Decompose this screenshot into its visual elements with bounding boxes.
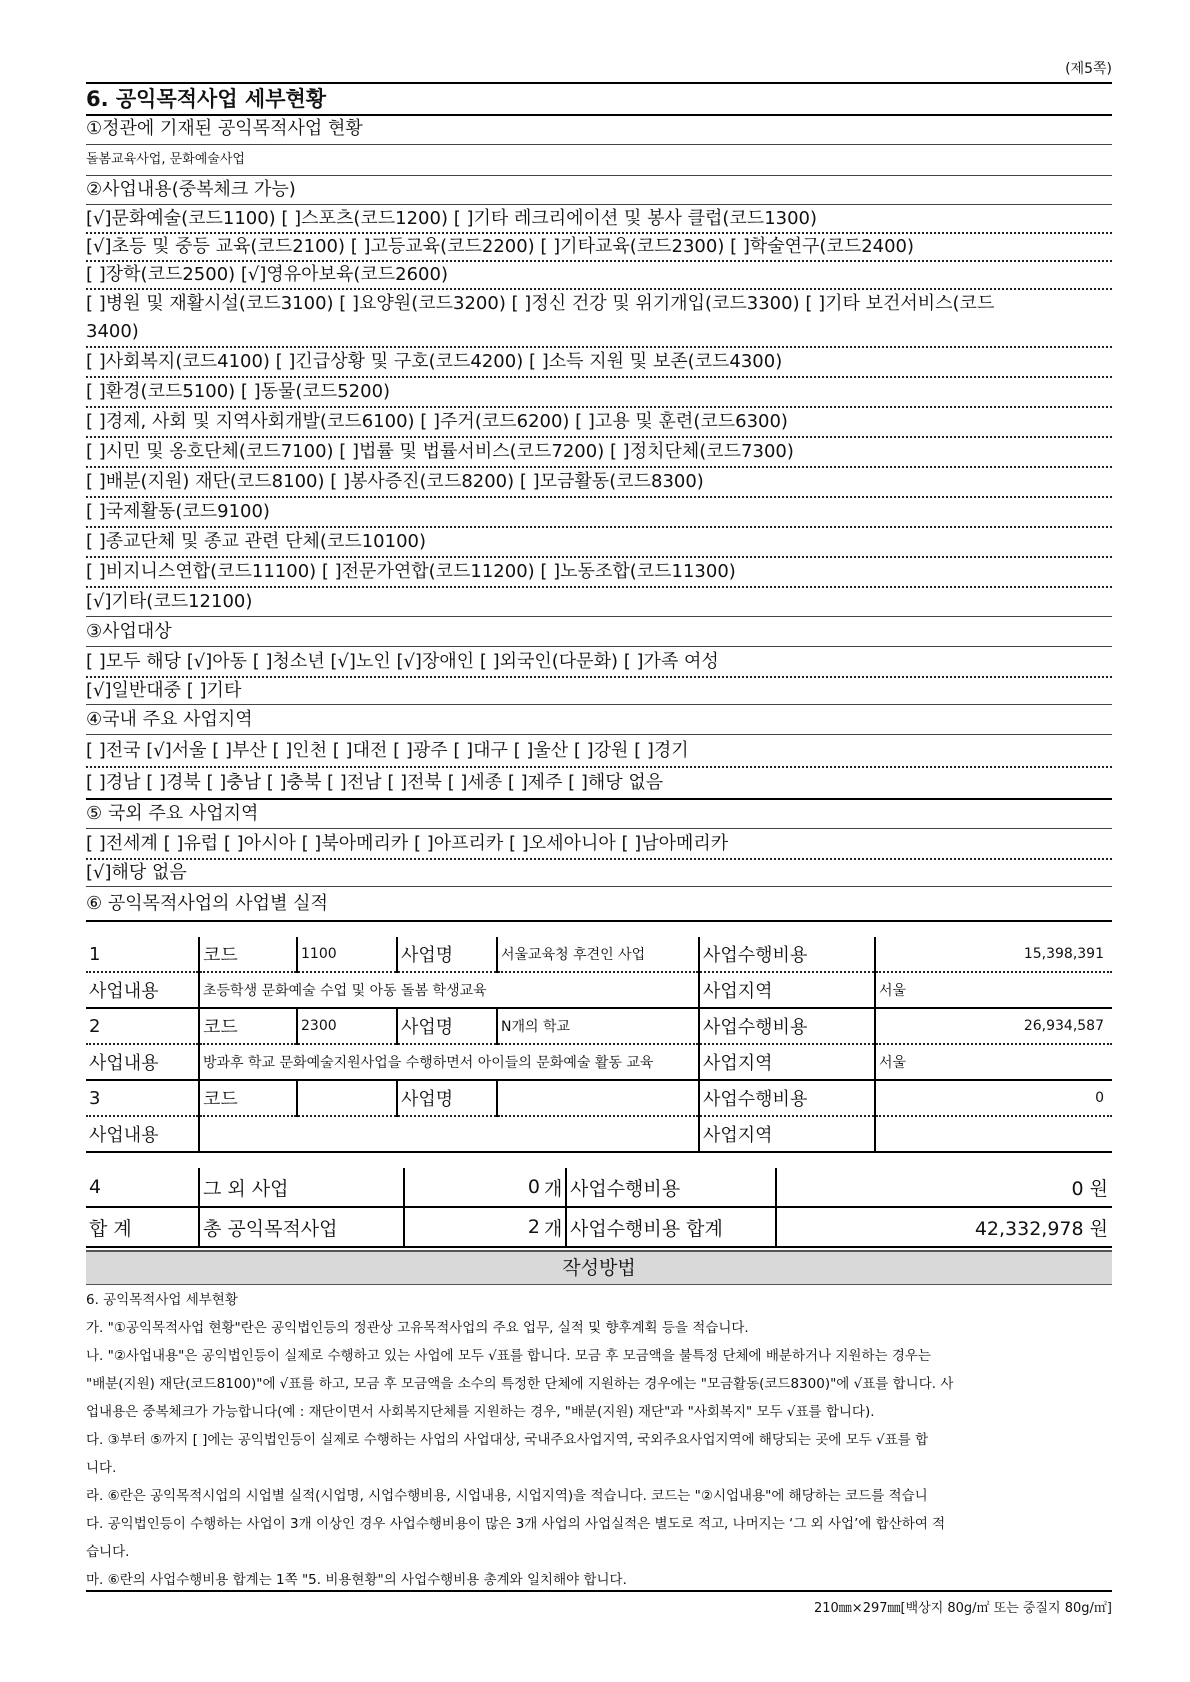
table-row	[86, 1168, 1112, 1207]
others-unit: 개	[544, 1168, 566, 1207]
cost-label: 사업수행비용	[699, 1080, 875, 1116]
sec2-heading: ②사업내용(중복체크 가능)	[86, 176, 1112, 205]
guide-line: 라. ⑥란은 공익목적시업의 시업별 실적(시업명, 시업수행비용, 시업내용, 시업지역)을 적습니다. 코드는 "②시업내용"에 해당하는 코드를 적습니	[86, 1488, 928, 1504]
sec2-line: [ ]사회복지(코드4100) [ ]긴급상황 및 구호(코드4200) [ ]소득 지원 및 보존(코드4300)	[86, 348, 1112, 378]
guide-line: 가. "①공익목적사업 현황"란은 공익법인등의 정관상 고유목적사업의 주요 업무, 실적 및 향후계획 등을 적습니다.	[86, 1320, 749, 1336]
project-name: 서울교육청 후견인 사업	[497, 937, 699, 972]
table-row	[86, 1008, 1112, 1044]
content-label: 사업내용	[86, 1044, 199, 1080]
name-label: 사업명	[397, 1008, 497, 1044]
total-no: 합 계	[86, 1207, 199, 1247]
sec2-line: [ ]국제활동(코드9100)	[86, 498, 1112, 528]
guide-line: 마. ⑥란의 사업수행비용 합계는 1쪽 "5. 비용현황"의 사업수행비용 총계와 일치해야 합니다.	[86, 1572, 627, 1588]
project-content: 방과후 학교 문화예술지원사업을 수행하면서 아이들의 문화예술 활동 교육	[199, 1044, 699, 1080]
sec2-line: [ ]종교단체 및 종교 관련 단체(코드10100)	[86, 528, 1112, 558]
total-count: 2	[404, 1207, 544, 1247]
project-region: 서울	[875, 1044, 1112, 1080]
region-label: 사업지역	[699, 1116, 875, 1152]
cost-label: 사업수행비용	[699, 937, 875, 972]
total-unit: 개	[544, 1207, 566, 1247]
project-no: 1	[86, 937, 199, 972]
others-count: 0	[404, 1168, 544, 1207]
sec3-heading: ③사업대상	[86, 618, 1112, 647]
project-no: 3	[86, 1080, 199, 1116]
content-label: 사업내용	[86, 1116, 199, 1152]
guide-line: "배분(지원) 재단(코드8100)"에 √표를 하고, 모금 후 모금액을 소수의 특정한 단체에 지원하는 경우에는 "모금활동(코드8300)"에 √표를 합니다. 사	[86, 1376, 954, 1392]
sec6-heading: ⑥ 공익목적사업의 사업별 실적	[86, 888, 1112, 922]
sec2-line: [ ]병원 및 재활시설(코드3100) [ ]요양원(코드3200) [ ]정신 건강 및 위기개입(코드3300) [ ]기타 보건서비스(코드	[86, 293, 995, 314]
guide-line: 6. 공익목적사업 세부현황	[86, 1292, 238, 1308]
others-cost-label: 사업수행비용	[566, 1168, 776, 1207]
others-no: 4	[86, 1168, 199, 1207]
project-code: 1100	[297, 937, 397, 972]
sec2-line: 3400)	[86, 321, 139, 342]
code-label: 코드	[199, 937, 297, 972]
guide-line: 니다.	[86, 1460, 117, 1476]
paper-spec-footer: 210㎜×297㎜[백상지 80g/㎡ 또는 중질지 80g/㎡]	[86, 1590, 1112, 1616]
sec5-heading: ⑤ 국외 주요 사업지역	[86, 800, 1112, 829]
total-cost-label: 사업수행비용 합계	[566, 1207, 776, 1247]
name-label: 사업명	[397, 1080, 497, 1116]
section-title: 6. 공익목적사업 세부현황	[86, 82, 1112, 116]
sec2-line: [ ]경제, 사회 및 지역사회개발(코드6100) [ ]주거(코드6200) [ ]고용 및 훈련(코드6300)	[86, 408, 1112, 438]
sec2-line: [√]문화예술(코드1100) [ ]스포츠(코드1200) [ ]기타 레크리에이션 및 봉사 클럽(코드1300)	[86, 206, 1112, 234]
sec3-line: [ ]모두 해당 [√]아동 [ ]청소년 [√]노인 [√]장애인 [ ]외국인(다문화) [ ]가족 여성	[86, 648, 1112, 678]
region-label: 사업지역	[699, 1044, 875, 1080]
sec5-line: [ ]전세계 [ ]유럽 [ ]아시아 [ ]북아메리카 [ ]아프리카 [ ]오세아니아 [ ]남아메리카	[86, 830, 1112, 860]
sec2-line: [ ]배분(지원) 재단(코드8100) [ ]봉사증진(코드8200) [ ]모금활동(코드8300)	[86, 468, 1112, 498]
code-label: 코드	[199, 1008, 297, 1044]
table-row	[86, 1207, 1112, 1247]
project-name: N개의 학교	[497, 1008, 699, 1044]
table-row	[86, 972, 1112, 1008]
project-region: 서울	[875, 972, 1112, 1008]
project-name	[497, 1080, 699, 1116]
sec2-line: [√]기타(코드12100)	[86, 588, 1112, 617]
sec2-line: [ ]장학(코드2500) [√]영유아보육(코드2600)	[86, 262, 1112, 290]
page-number: (제5쪽)	[1065, 61, 1112, 77]
sec2-line: [ ]환경(코드5100) [ ]동물(코드5200)	[86, 378, 1112, 408]
table-row	[86, 1080, 1112, 1116]
table-row	[86, 1044, 1112, 1080]
project-code: 2300	[297, 1008, 397, 1044]
name-label: 사업명	[397, 937, 497, 972]
sec2-line: [√]초등 및 중등 교육(코드2100) [ ]고등교육(코드2200) [ ]기타교육(코드2300) [ ]학술연구(코드2400)	[86, 234, 1112, 262]
guide-line: 나. "②사업내용"은 공익법인등이 실제로 수행하고 있는 사업에 모두 √표를 합니다. 모금 후 모금액을 불특정 단체에 배분하거나 지원하는 경우는	[86, 1348, 931, 1364]
others-cost: 0 원	[776, 1168, 1112, 1207]
total-cost: 42,332,978 원	[776, 1207, 1112, 1247]
performance-table	[86, 937, 1112, 1153]
guide-line: 다. 공익법인등이 수행하는 사업이 3개 이상인 경우 사업수행비용이 많은 3개 사업의 사업실적은 별도로 적고, 나머지는 ‘그 외 사업’에 합산하여 적	[86, 1516, 946, 1532]
project-cost: 26,934,587	[875, 1008, 1112, 1044]
cost-label: 사업수행비용	[699, 1008, 875, 1044]
project-no: 2	[86, 1008, 199, 1044]
project-region	[875, 1116, 1112, 1152]
sec4-heading: ④국내 주요 사업지역	[86, 706, 1112, 735]
sec4-line: [ ]전국 [√]서울 [ ]부산 [ ]인천 [ ]대전 [ ]광주 [ ]대구 [ ]울산 [ ]강원 [ ]경기	[86, 736, 1112, 768]
table-row	[86, 937, 1112, 972]
sec2-line: [ ]시민 및 옹호단체(코드7100) [ ]법률 및 법률서비스(코드7200) [ ]정치단체(코드7300)	[86, 438, 1112, 468]
guide-text	[86, 1286, 1112, 1594]
sec3-line: [√]일반대중 [ ]기타	[86, 678, 1112, 705]
sec5-line: [√]해당 없음	[86, 860, 1112, 887]
project-cost: 15,398,391	[875, 937, 1112, 972]
sec2-line: [ ]비지니스연합(코드11100) [ ]전문가연합(코드11200) [ ]노동조합(코드11300)	[86, 558, 1112, 588]
content-label: 사업내용	[86, 972, 199, 1008]
project-content: 초등학생 문화예술 수업 및 아동 돌봄 학생교육	[199, 972, 699, 1008]
sec4-line: [ ]경남 [ ]경북 [ ]충남 [ ]충북 [ ]전남 [ ]전북 [ ]세종 [ ]제주 [ ]해당 없음	[86, 768, 1112, 800]
code-label: 코드	[199, 1080, 297, 1116]
table-row	[86, 1116, 1112, 1152]
total-label: 총 공익목적사업	[199, 1207, 404, 1247]
project-code	[297, 1080, 397, 1116]
region-label: 사업지역	[699, 972, 875, 1008]
sec2-line-wrapped	[86, 290, 1112, 348]
guide-line: 습니다.	[86, 1544, 130, 1560]
summary-table	[86, 1168, 1112, 1248]
others-label: 그 외 사업	[199, 1168, 404, 1207]
guide-line: 다. ③부터 ⑤까지 [ ]에는 공익법인등이 실제로 수행하는 사업의 사업대상, 국내주요사업지역, 국외주요사업지역에 해당되는 곳에 모두 √표를 합	[86, 1432, 929, 1448]
project-content	[199, 1116, 699, 1152]
project-cost: 0	[875, 1080, 1112, 1116]
sec1-content: 돌봄교육사업, 문화예술사업	[86, 145, 1112, 176]
guide-heading: 작성방법	[86, 1250, 1112, 1285]
sec1-heading: ①정관에 기재된 공익목적사업 현황	[86, 114, 1112, 145]
guide-line: 업내용은 중복체크가 가능합니다(예 : 재단이면서 사회복지단체를 지원하는 경우, "배분(지원) 재단"과 "사회복지" 모두 √표를 합니다).	[86, 1404, 875, 1420]
